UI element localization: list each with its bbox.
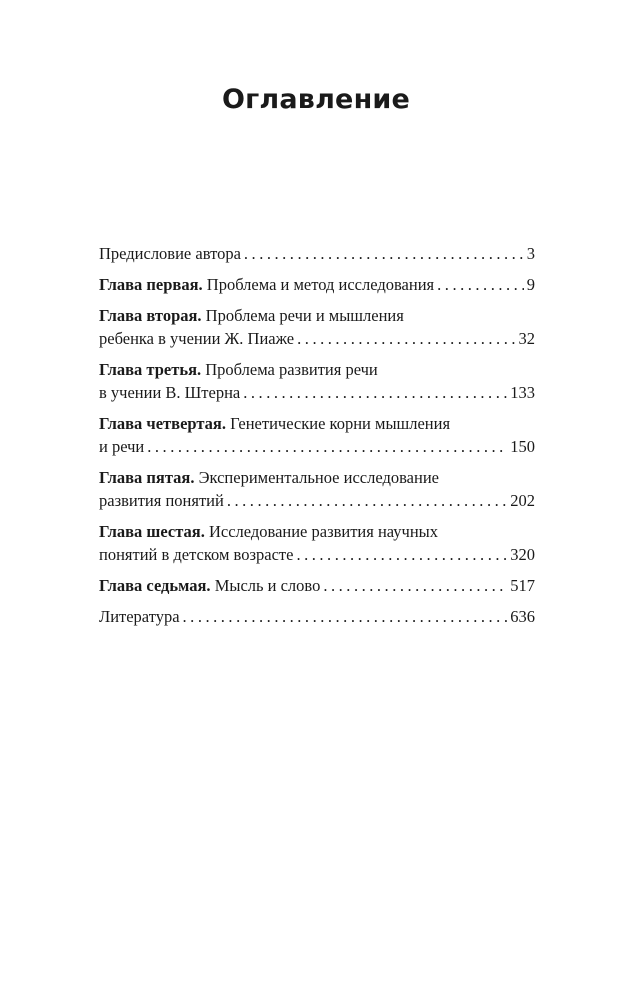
dot-leader	[323, 574, 507, 597]
toc-chapter-label: Глава первая.	[99, 275, 203, 294]
toc-entry-literature[interactable]	[99, 605, 535, 628]
toc-entry-text-continued: в учении В. Штерна	[99, 383, 241, 402]
toc-line	[99, 520, 535, 543]
dot-leader	[147, 435, 507, 458]
toc-entry-preface[interactable]	[99, 242, 535, 265]
toc-line	[99, 327, 535, 350]
toc-page-number: 150	[510, 437, 535, 456]
dot-leader	[183, 605, 508, 628]
toc-entry-text-continued: понятий в детском возрасте	[99, 545, 294, 564]
toc-entry-text-continued: ребенка в учении Ж. Пиаже	[99, 329, 295, 348]
toc-line	[99, 358, 535, 381]
dot-leader	[437, 273, 524, 296]
toc-line	[99, 605, 535, 628]
toc-entry-chapter-2[interactable]	[99, 304, 535, 350]
toc-line	[99, 574, 535, 597]
toc-page-number: 636	[510, 607, 535, 626]
toc-chapter-label: Глава четвертая.	[99, 414, 226, 433]
toc-entry-text: Проблема и метод исследования	[206, 275, 435, 294]
toc-line	[99, 466, 535, 489]
toc-entry-text: Проблема развития речи	[205, 360, 378, 379]
toc-line	[99, 381, 535, 404]
toc-line	[99, 304, 535, 327]
toc-entry-chapter-4[interactable]	[99, 412, 535, 458]
toc-entry-text: Предисловие автора	[99, 244, 241, 263]
toc-page-number: 9	[526, 275, 535, 294]
toc-entry-chapter-7[interactable]	[99, 574, 535, 597]
toc-page-number: 133	[510, 383, 535, 402]
toc-entry-chapter-1[interactable]	[99, 273, 535, 296]
dot-leader	[243, 381, 507, 404]
toc-entry-text-continued: и речи	[99, 437, 145, 456]
dot-leader	[296, 543, 507, 566]
toc-entry-text: Литература	[99, 607, 180, 626]
dot-leader	[244, 242, 524, 265]
dot-leader	[297, 327, 515, 350]
toc-chapter-label: Глава вторая.	[99, 306, 202, 325]
toc-line	[99, 489, 535, 512]
toc-entry-chapter-3[interactable]	[99, 358, 535, 404]
toc-chapter-label: Глава шестая.	[99, 522, 205, 541]
dot-leader	[227, 489, 507, 512]
toc-entry-text: Генетические корни мышления	[230, 414, 451, 433]
toc-entry-text: Мысль и слово	[214, 576, 321, 595]
toc-line	[99, 543, 535, 566]
toc-page-number: 320	[510, 545, 535, 564]
toc-entry-text: Проблема речи и мышления	[205, 306, 404, 325]
toc-line	[99, 435, 535, 458]
toc-entry-text: Экспериментальное исследование	[198, 468, 439, 487]
toc-chapter-label: Глава пятая.	[99, 468, 195, 487]
toc-page-number: 32	[518, 329, 535, 348]
toc-line	[99, 242, 535, 265]
page-title: Оглавление	[221, 84, 411, 115]
toc-line	[99, 412, 535, 435]
toc-chapter-label: Глава третья.	[99, 360, 202, 379]
toc-page-number: 3	[526, 244, 535, 263]
toc-line	[99, 273, 535, 296]
toc-entry-text: Исследование развития научных	[208, 522, 439, 541]
toc-entry-text-continued: развития понятий	[99, 491, 224, 510]
table-of-contents	[99, 242, 535, 636]
toc-page-number: 517	[510, 576, 535, 595]
toc-chapter-label: Глава седьмая.	[99, 576, 211, 595]
toc-entry-chapter-6[interactable]	[99, 520, 535, 566]
toc-entry-chapter-5[interactable]	[99, 466, 535, 512]
toc-page-number: 202	[510, 491, 535, 510]
